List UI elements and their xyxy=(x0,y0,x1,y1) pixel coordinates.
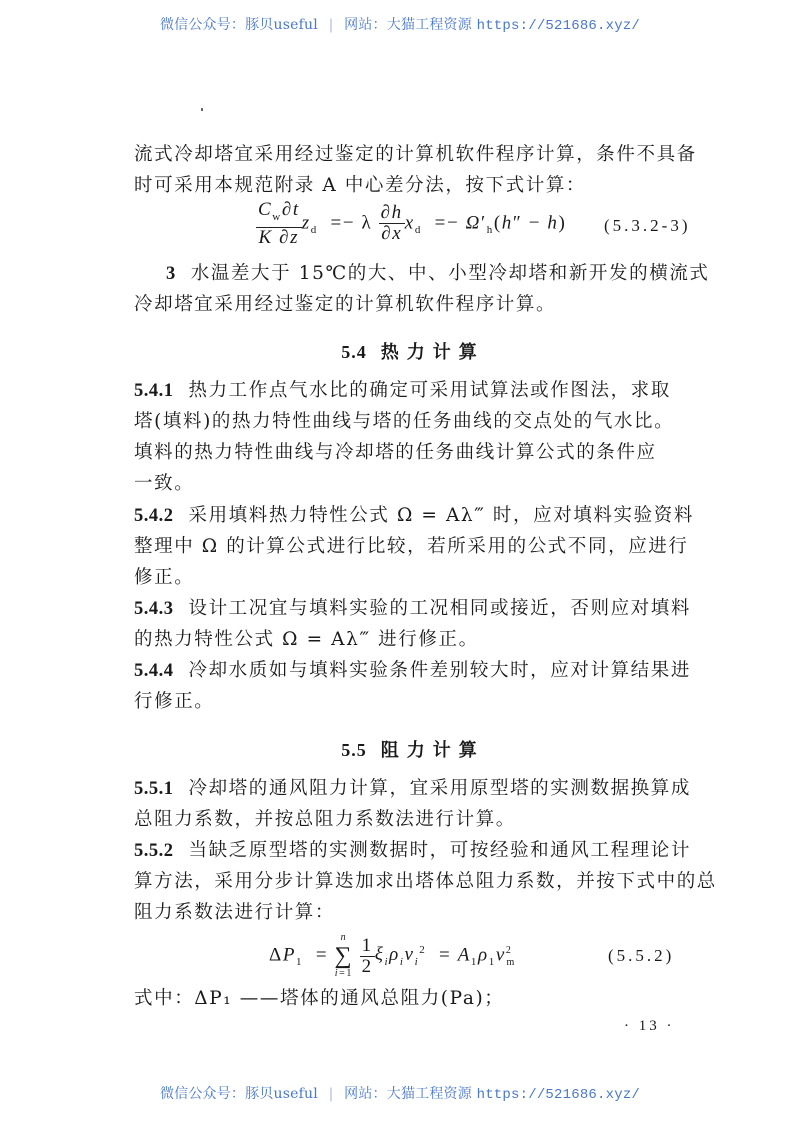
section-number: 5.4 xyxy=(341,342,367,362)
clause-number: 5.4.4 xyxy=(134,661,174,681)
watermark-top xyxy=(0,14,800,34)
intro-line-2: 时可采用本规范附录 A 中心差分法，按下式计算： xyxy=(134,175,587,196)
equation-5-5-2: $\Delta P_1$ = n ∑ i=1 $\frac{1}{2}$ $\xi_i\rho_iv_i^2 = A_1\rho_1v^2_m$ xyxy=(269,932,516,979)
clause-text: 采用填料热力特性公式 Ω = Aλ‴ 时，应对填料实验资料 xyxy=(188,505,694,526)
clause-5-4-2-line-1 xyxy=(134,502,694,530)
page-number: · 13 · xyxy=(624,1018,675,1034)
section-heading-5-5 xyxy=(134,736,692,762)
clause-5-4-2-line-3: 修正。 xyxy=(134,567,195,588)
clause-5-5-2-line-2: 算方法，采用分步计算迭加求出塔体总阻力系数，并按下式中的总 xyxy=(134,871,717,892)
equation-5-3-2-3: $\frac{C_w\partial t}{K \partial z}$ $z_d =- \lambda$ $\frac{\partial h}{\partial x}$ $x_d =- \Omega'_h(h'' - h)$ xyxy=(258,199,567,248)
clause-text: 设计工况宜与填料实验的工况相同或接近，否则应对填料 xyxy=(188,598,691,619)
clause-5-5-1-line-2: 总阻力系数，并按总阻力系数法进行计算。 xyxy=(134,809,516,830)
watermark-wechat: 微信公众号：豚贝useful xyxy=(159,17,318,33)
clause-text: 热力工作点气水比的确定可采用试算法或作图法，求取 xyxy=(188,380,671,401)
clause-number: 5.4.3 xyxy=(134,599,174,619)
where-clause: 式中：ΔP₁ ——塔体的通风总阻力(Pa)； xyxy=(134,988,505,1009)
item-3-text: 水温差大于 15℃的大、中、小型冷却塔和新开发的横流式 xyxy=(190,263,710,284)
watermark-separator: | xyxy=(328,1086,334,1102)
clause-5-4-3-line-2: 的热力特性公式 Ω = Aλ‴ 进行修正。 xyxy=(134,629,479,650)
watermark-separator: | xyxy=(328,17,334,33)
watermark-site-label: 网站：大猫工程资源 xyxy=(344,17,472,33)
section-title: 阻力计算 xyxy=(380,740,485,761)
item-3-number: 3 xyxy=(166,264,176,284)
watermark-url[interactable]: https://521686.xyz/ xyxy=(476,18,641,34)
clause-5-5-2-line-1 xyxy=(134,837,691,865)
clause-5-4-3-line-1 xyxy=(134,595,691,623)
clause-number: 5.4.1 xyxy=(134,381,174,401)
watermark-bottom xyxy=(0,1083,800,1103)
item-3-line-2: 冷却塔宜采用经过鉴定的计算机软件程序计算。 xyxy=(134,294,557,315)
watermark-wechat: 微信公众号：豚贝useful xyxy=(159,1086,318,1102)
section-number: 5.5 xyxy=(341,740,367,760)
clause-5-4-2-line-2: 整理中 Ω 的计算公式进行比较，若所采用的公式不同，应进行 xyxy=(134,536,689,557)
clause-number: 5.5.1 xyxy=(134,779,174,799)
watermark-url[interactable]: https://521686.xyz/ xyxy=(476,1087,641,1103)
equation-number-1: (5.3.2-3) xyxy=(604,216,691,235)
clause-5-5-1-line-1 xyxy=(134,775,691,803)
equation-number-2: (5.5.2) xyxy=(608,946,675,965)
clause-5-4-4-line-2: 行修正。 xyxy=(134,691,215,712)
watermark-site-label: 网站：大猫工程资源 xyxy=(344,1086,472,1102)
section-heading-5-4 xyxy=(134,338,692,364)
section-title: 热力计算 xyxy=(380,342,485,363)
item-3-line-1 xyxy=(166,260,710,288)
intro-line-1: 流式冷却塔宜采用经过鉴定的计算机软件程序计算，条件不具备 xyxy=(134,144,697,165)
clause-5-5-2-line-3: 阻力系数法进行计算： xyxy=(134,902,336,923)
clause-5-4-1-line-4: 一致。 xyxy=(134,473,195,494)
clause-5-4-4-line-1 xyxy=(134,657,691,685)
clause-text: 冷却塔的通风阻力计算，宜采用原型塔的实测数据换算成 xyxy=(188,778,691,799)
scan-speck xyxy=(201,108,203,111)
clause-5-4-1-line-1 xyxy=(134,377,671,405)
clause-5-4-1-line-2: 塔(填料)的热力特性曲线与塔的任务曲线的交点处的气水比。 xyxy=(134,411,675,432)
clause-number: 5.5.2 xyxy=(134,841,174,861)
clause-text: 冷却水质如与填料实验条件差别较大时，应对计算结果进 xyxy=(188,660,691,681)
clause-number: 5.4.2 xyxy=(134,506,174,526)
clause-5-4-1-line-3: 填料的热力特性曲线与冷却塔的任务曲线计算公式的条件应 xyxy=(134,442,657,463)
clause-text: 当缺乏原型塔的实测数据时，可按经验和通风工程理论计 xyxy=(188,840,691,861)
